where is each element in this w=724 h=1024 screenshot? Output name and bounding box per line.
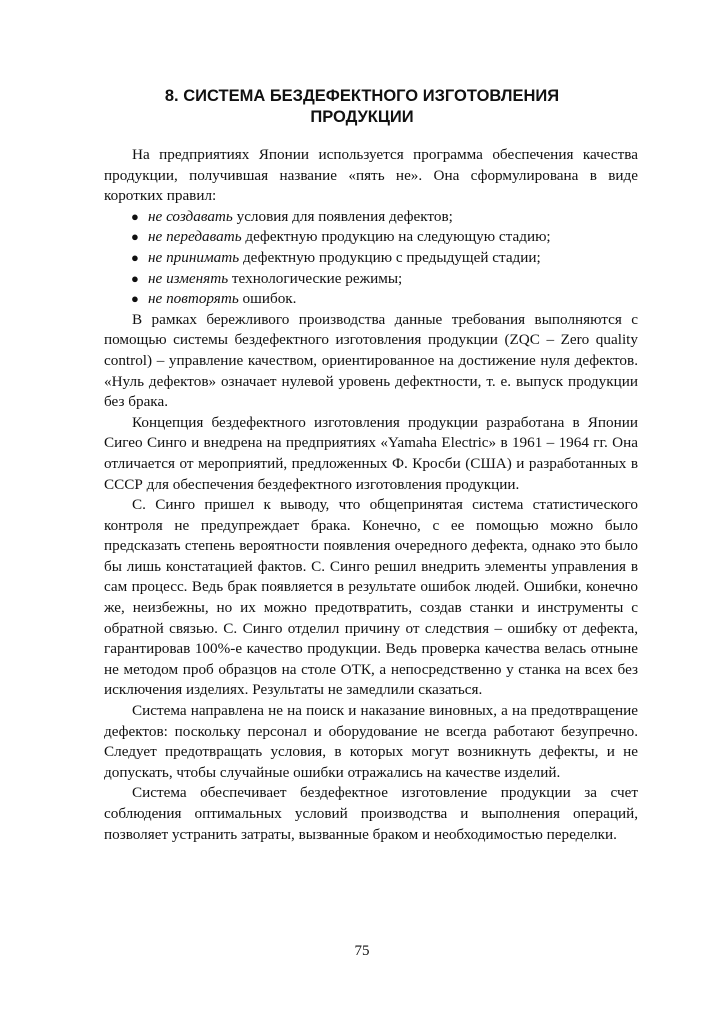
paragraph: Система обеспечивает бездефектное изготовление продукции за счет соблюдения оптимальных условий производства и выполнения операций, позволяет устранить затраты, вызванные браком и необходимостью переделки.	[104, 784, 638, 843]
rule-text: ошибок.	[238, 290, 297, 308]
rules-list	[104, 207, 638, 310]
rule-text: технологические режимы;	[228, 269, 403, 287]
intro-paragraph: На предприятиях Японии используется программа обеспечения качества продукции, получившая название «пять не». Она сформулирована в виде коротких правил:	[104, 146, 638, 205]
paragraph: Система направлена не на поиск и наказание виновных, а на предотвращение дефектов: поскольку персонал и оборудование не всегда работают безупречно. Следует предотвращать условия, в которых могут возникнуть дефекты, и не допускать, чтобы случайные ошибки отражались на качестве изделий.	[104, 702, 638, 781]
page-number: 75	[354, 943, 370, 959]
rule-emphasis: не изменять	[148, 269, 229, 287]
rule-text: условия для появления дефектов;	[232, 207, 453, 225]
rule-text: дефектную продукцию на следующую стадию;	[241, 228, 551, 246]
title-line-2: ПРОДУКЦИИ	[310, 108, 414, 126]
rule-emphasis: не создавать	[148, 207, 233, 225]
paragraph: Концепция бездефектного изготовления продукции разработана в Японии Сигео Синго и внедрена на предприятиях «Yamaha Electric» в 1961 – 1964 гг. Она отличается от мероприятий, предложенных Ф. Кросби (США) и разработанных в СССР для обеспечения бездефектного изготовления продукции.	[104, 413, 638, 493]
list-item	[104, 269, 638, 290]
bullet-icon: ●	[131, 270, 139, 286]
paragraph: С. Синго пришел к выводу, что общепринятая система статистического контроля не предупреждает брака. Конечно, с ее помощью можно было предсказать степень вероятности появления очередного дефекта, однако это было бы лишь констатацией фактов. С. Синго решил внедрить элементы управления в сам процесс. Ведь брак появляется в результате ошибок людей. Ошибки, конечно же, неизбежны, но их можно предотвратить, создав станки и инструменты с обратной связью. С. Синго отделил причину от следствия – ошибку от дефекта, гарантировав 100%-е качество продукции. Ведь проверка качества велась отныне не методом проб образцов на столе ОТК, а непосредственно у станка на всех без исключения изделиях. Результаты не замедлили сказаться.	[104, 496, 638, 699]
bullet-icon: ●	[131, 249, 139, 265]
bullet-icon: ●	[131, 208, 139, 224]
title-line-1: 8. СИСТЕМА БЕЗДЕФЕКТНОГО ИЗГОТОВЛЕНИЯ	[164, 87, 560, 105]
rule-emphasis: не повторять	[148, 290, 239, 308]
body-text	[104, 145, 638, 845]
rule-emphasis: не принимать	[148, 248, 240, 266]
rule-emphasis: не передавать	[148, 228, 242, 246]
list-item	[104, 289, 638, 310]
list-item	[104, 248, 638, 269]
bullet-icon: ●	[131, 229, 139, 245]
paragraph: В рамках бережливого производства данные требования выполняются с помощью системы бездефектного изготовления продукции (ZQC – Zero quality control) – управление качеством, ориентированное на достижение нуля дефектов. «Нуль дефектов» означает нулевой уровень дефектности, т. е. выпуск продукции без брака.	[104, 310, 638, 411]
page-title	[100, 86, 624, 128]
rule-text: дефектную продукцию с предыдущей стадии;	[239, 248, 541, 266]
list-item	[104, 227, 638, 248]
bullet-icon: ●	[131, 291, 139, 307]
list-item	[104, 207, 638, 228]
